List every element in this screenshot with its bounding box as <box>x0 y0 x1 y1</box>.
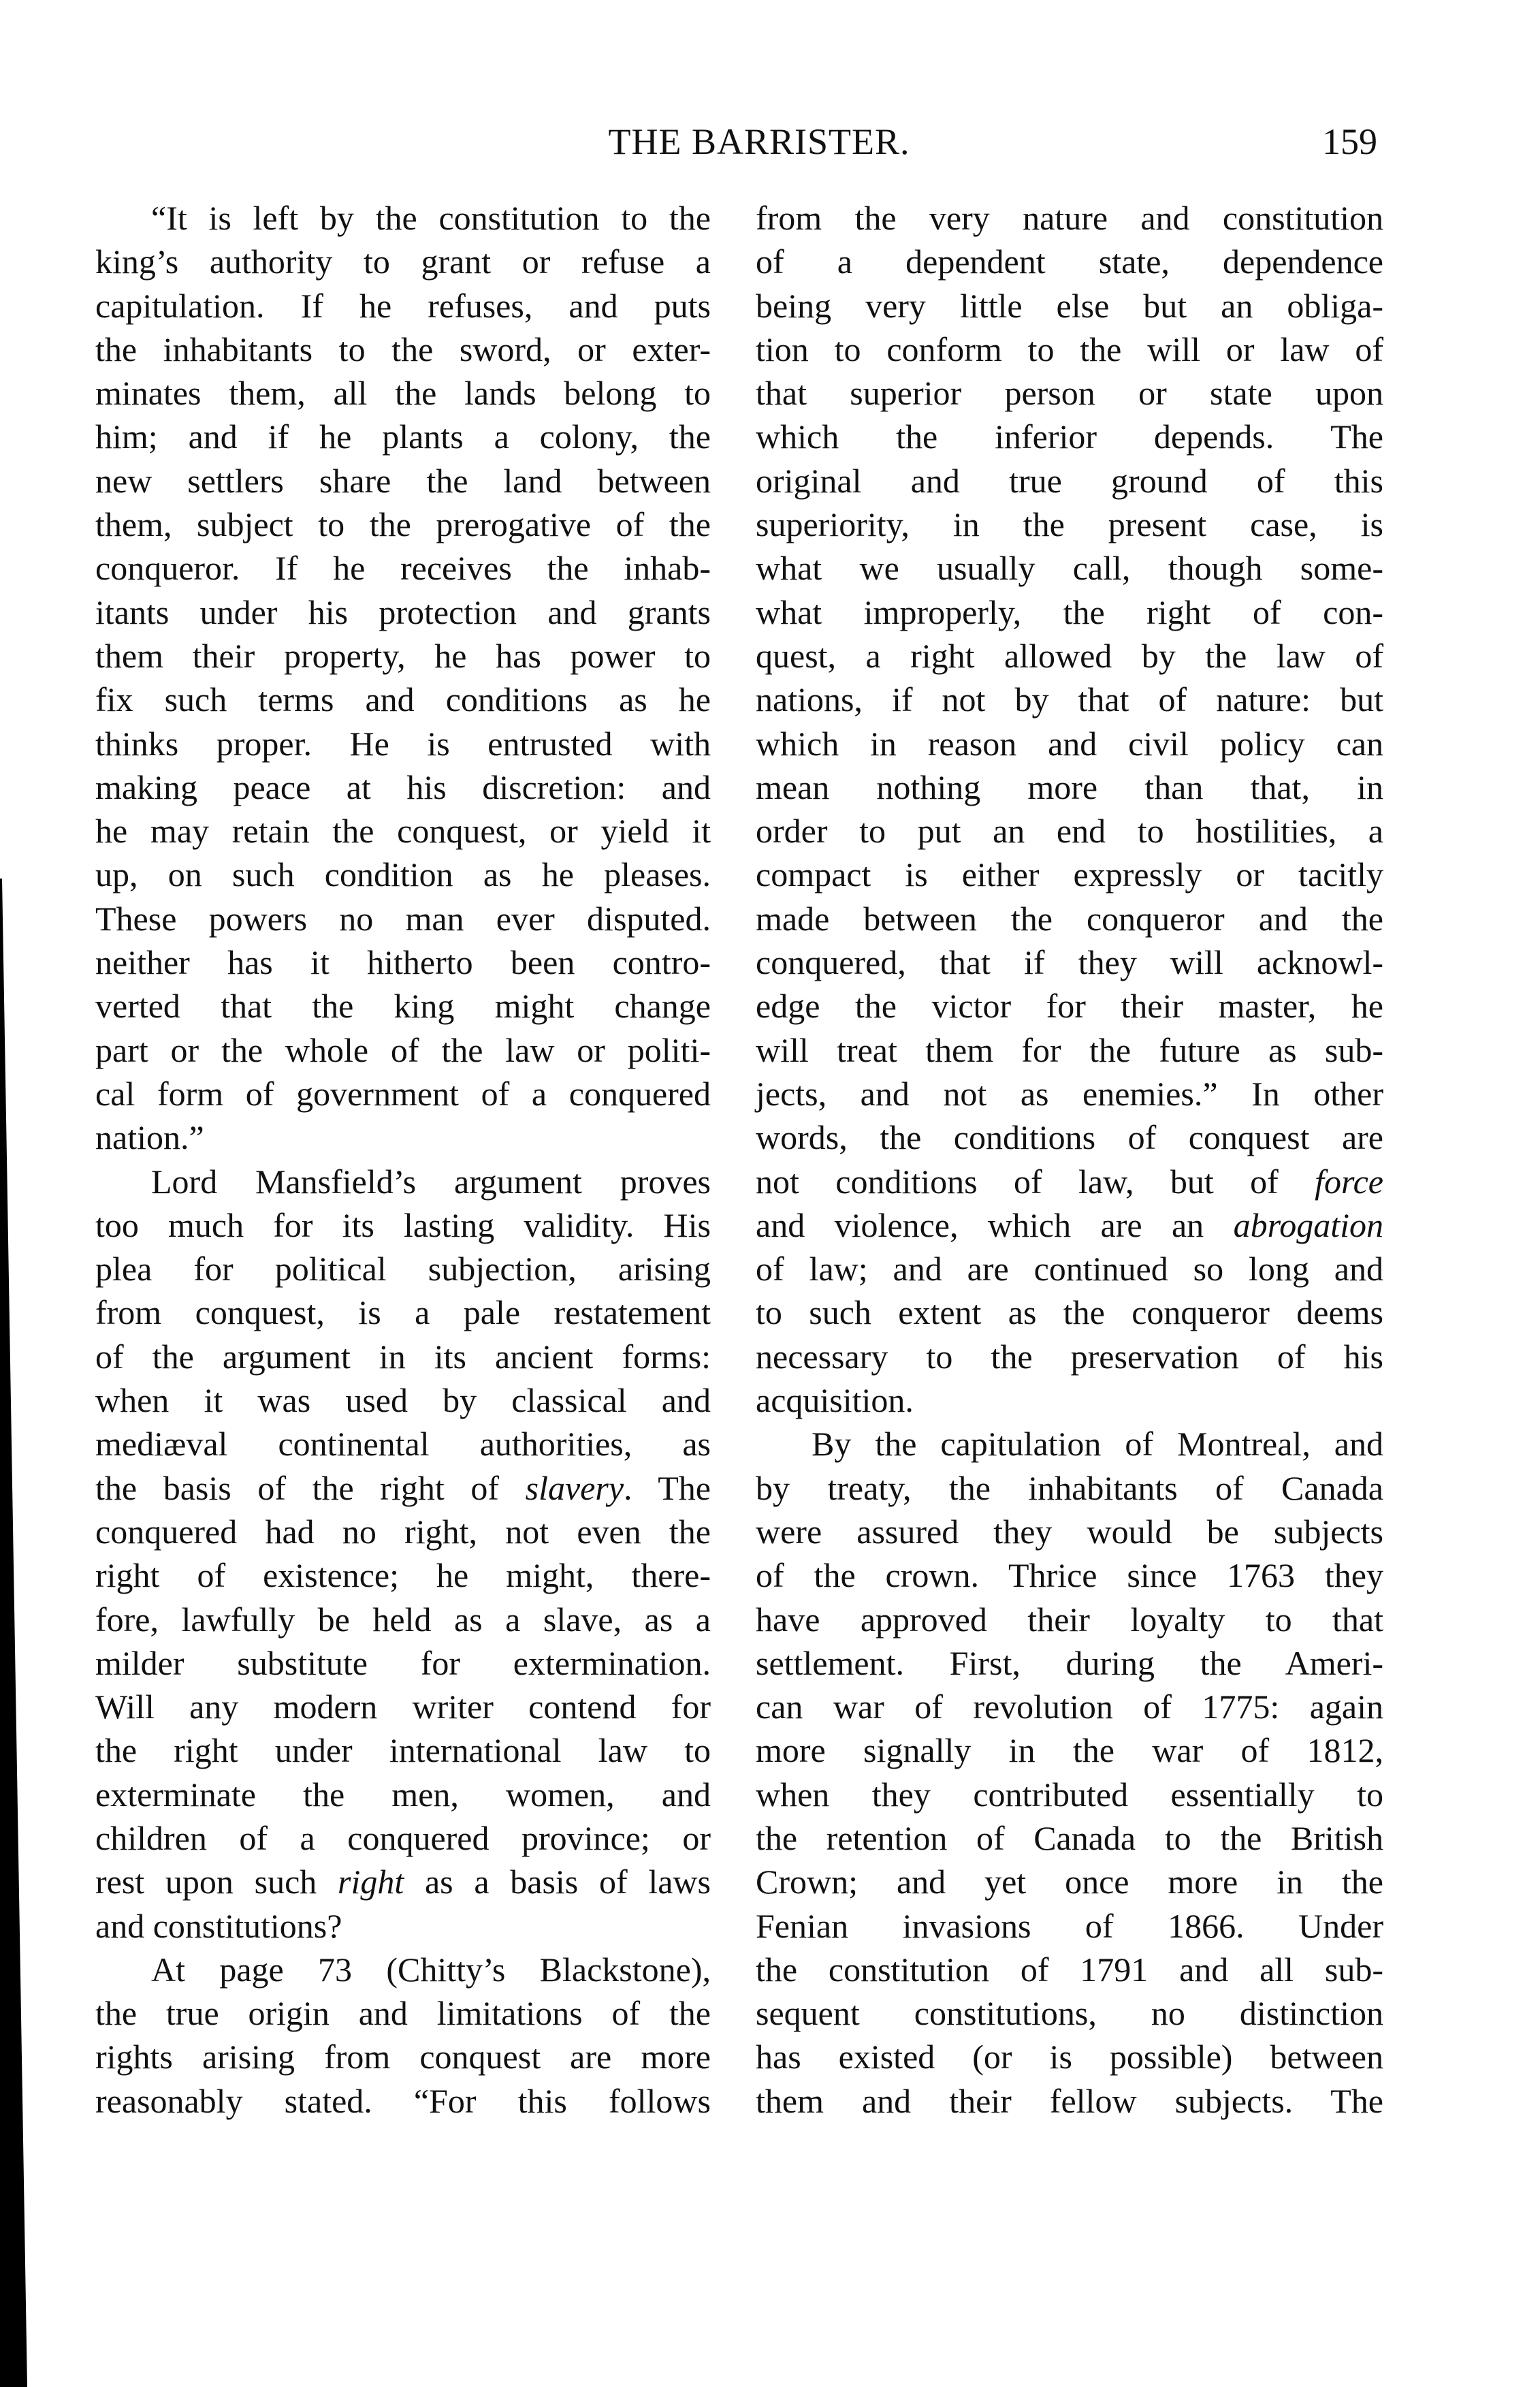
text-line: of law; and are continued so long and <box>756 1250 1383 1289</box>
text-line: sequent constitutions, no distinction <box>756 1994 1383 2033</box>
text-line: At page 73 (Chitty’s Blackstone), <box>151 1950 711 1989</box>
text-line: nation.” <box>95 1118 204 1157</box>
text-line: of the crown. Thrice since 1763 they <box>756 1556 1383 1595</box>
text-line: capitulation. If he refuses, and puts <box>95 286 711 325</box>
text-line: mean nothing more than that, in <box>756 768 1383 806</box>
text-line: itants under his protection and grants <box>95 592 711 631</box>
text-line: the true origin and limitations of the <box>95 1994 711 2033</box>
text-line: from the very nature and constitution <box>756 199 1383 237</box>
text-line: the retention of Canada to the British <box>756 1818 1383 1857</box>
text-line: by treaty, the inhabitants of Canada <box>756 1468 1383 1507</box>
text-line: which in reason and civil policy can <box>756 724 1383 763</box>
text-line: words, the conditions of conquest are <box>756 1118 1383 1157</box>
text-line: the inhabitants to the sword, or exter- <box>95 330 711 368</box>
text-line: Crown; and yet once more in the <box>756 1863 1383 1901</box>
text-line: By the capitulation of Montreal, and <box>812 1425 1383 1464</box>
text-line: plea for political subjection, arising <box>95 1250 711 1289</box>
text-line: reasonably stated. “For this follows <box>95 2081 711 2120</box>
text-line: conquered had no right, not even the <box>95 1512 711 1551</box>
text-line: the basis of the right of slavery. The <box>95 1468 711 1507</box>
text-line: when they contributed essentially to <box>756 1775 1383 1814</box>
text-line: him; and if he plants a colony, the <box>95 417 711 456</box>
italic-emphasis: abrogation <box>1233 1205 1383 1244</box>
text-line: superiority, in the present case, is <box>756 505 1383 544</box>
text-line: and violence, which are an abrogation <box>756 1205 1383 1244</box>
text-line: which the inferior depends. The <box>756 417 1383 456</box>
text-line: nations, if not by that of nature: but <box>756 680 1383 719</box>
text-line: has existed (or is possible) between <box>756 2038 1383 2076</box>
left-text-column <box>95 196 711 2123</box>
scan-edge-shadow <box>0 0 41 2387</box>
text-line: what we usually call, though some- <box>756 549 1383 588</box>
text-line: will treat them for the future as sub- <box>756 1030 1383 1069</box>
text-line: fore, lawfully be held as a slave, as a <box>95 1600 711 1639</box>
text-line: minates them, all the lands belong to <box>95 374 711 413</box>
right-text-column <box>756 196 1383 2123</box>
text-line: when it was used by classical and <box>95 1381 711 1420</box>
text-line: that superior person or state upon <box>756 374 1383 413</box>
text-line: too much for its lasting validity. His <box>95 1205 711 1244</box>
text-line: and constitutions? <box>95 1906 342 1945</box>
text-line: not conditions of law, but of force <box>756 1162 1383 1201</box>
text-line: were assured they would be subjects <box>756 1512 1383 1551</box>
text-line: acquisition. <box>756 1381 914 1420</box>
page-number: 159 <box>1322 121 1377 162</box>
text-line: necessary to the preservation of his <box>756 1337 1383 1376</box>
text-line: Fenian invasions of 1866. Under <box>756 1906 1383 1945</box>
text-line: new settlers share the land between <box>95 461 711 500</box>
text-line: right of existence; he might, there- <box>95 1556 711 1595</box>
text-line: rights arising from conquest are more <box>95 2038 711 2076</box>
running-title: THE BARRISTER. <box>608 121 910 162</box>
text-line: cal form of government of a conquered <box>95 1074 711 1113</box>
text-line: original and true ground of this <box>756 461 1383 500</box>
text-line: them, subject to the prerogative of the <box>95 505 711 544</box>
text-line: the right under international law to <box>95 1731 711 1770</box>
text-line: from conquest, is a pale restatement <box>95 1293 711 1332</box>
text-line: have approved their loyalty to that <box>756 1600 1383 1639</box>
text-line: up, on such condition as he pleases. <box>95 855 711 894</box>
text-line: to such extent as the conqueror deems <box>756 1293 1383 1332</box>
text-line: part or the whole of the law or politi- <box>95 1030 711 1069</box>
text-line: rest upon such right as a basis of laws <box>95 1863 711 1901</box>
text-line: milder substitute for extermination. <box>95 1643 711 1682</box>
text-line: Lord Mansfield’s argument proves <box>151 1162 711 1201</box>
text-line: quest, a right allowed by the law of <box>756 636 1383 675</box>
text-line: verted that the king might change <box>95 987 711 1026</box>
italic-emphasis: force <box>1315 1162 1383 1201</box>
text-line: Will any modern writer contend for <box>95 1688 711 1726</box>
text-line: “It is left by the constitution to the <box>151 199 711 237</box>
text-line: conqueror. If he receives the inhab- <box>95 549 711 588</box>
text-line: settlement. First, during the Ameri- <box>756 1643 1383 1682</box>
text-line: he may retain the conquest, or yield it <box>95 812 711 851</box>
text-line: edge the victor for their master, he <box>756 987 1383 1026</box>
text-line: of the argument in its ancient forms: <box>95 1337 711 1376</box>
text-line: These powers no man ever disputed. <box>95 899 711 938</box>
text-line: can war of revolution of 1775: again <box>756 1688 1383 1726</box>
text-line: what improperly, the right of con- <box>756 592 1383 631</box>
text-line: them and their fellow subjects. The <box>756 2081 1383 2120</box>
text-line: them their property, he has power to <box>95 636 711 675</box>
italic-emphasis: slavery <box>525 1468 624 1507</box>
text-line: neither has it hitherto been contro- <box>95 943 711 982</box>
text-line: conquered, that if they will acknowl- <box>756 943 1383 982</box>
italic-emphasis: right <box>338 1863 404 1901</box>
text-line: exterminate the men, women, and <box>95 1775 711 1814</box>
text-line: compact is either expressly or tacitly <box>756 855 1383 894</box>
text-line: made between the conqueror and the <box>756 899 1383 938</box>
text-line: fix such terms and conditions as he <box>95 680 711 719</box>
text-line: making peace at his discretion: and <box>95 768 711 806</box>
text-line: of a dependent state, dependence <box>756 242 1383 281</box>
text-line: king’s authority to grant or refuse a <box>95 242 711 281</box>
text-line: more signally in the war of 1812, <box>756 1731 1383 1770</box>
text-line: tion to conform to the will or law of <box>756 330 1383 368</box>
text-line: children of a conquered province; or <box>95 1818 711 1857</box>
text-line: thinks proper. He is entrusted with <box>95 724 711 763</box>
text-line: mediæval continental authorities, as <box>95 1425 711 1464</box>
text-line: being very little else but an obliga- <box>756 286 1383 325</box>
text-line: jects, and not as enemies.” In other <box>756 1074 1383 1113</box>
text-line: order to put an end to hostilities, a <box>756 812 1383 851</box>
text-line: the constitution of 1791 and all sub- <box>756 1950 1383 1989</box>
